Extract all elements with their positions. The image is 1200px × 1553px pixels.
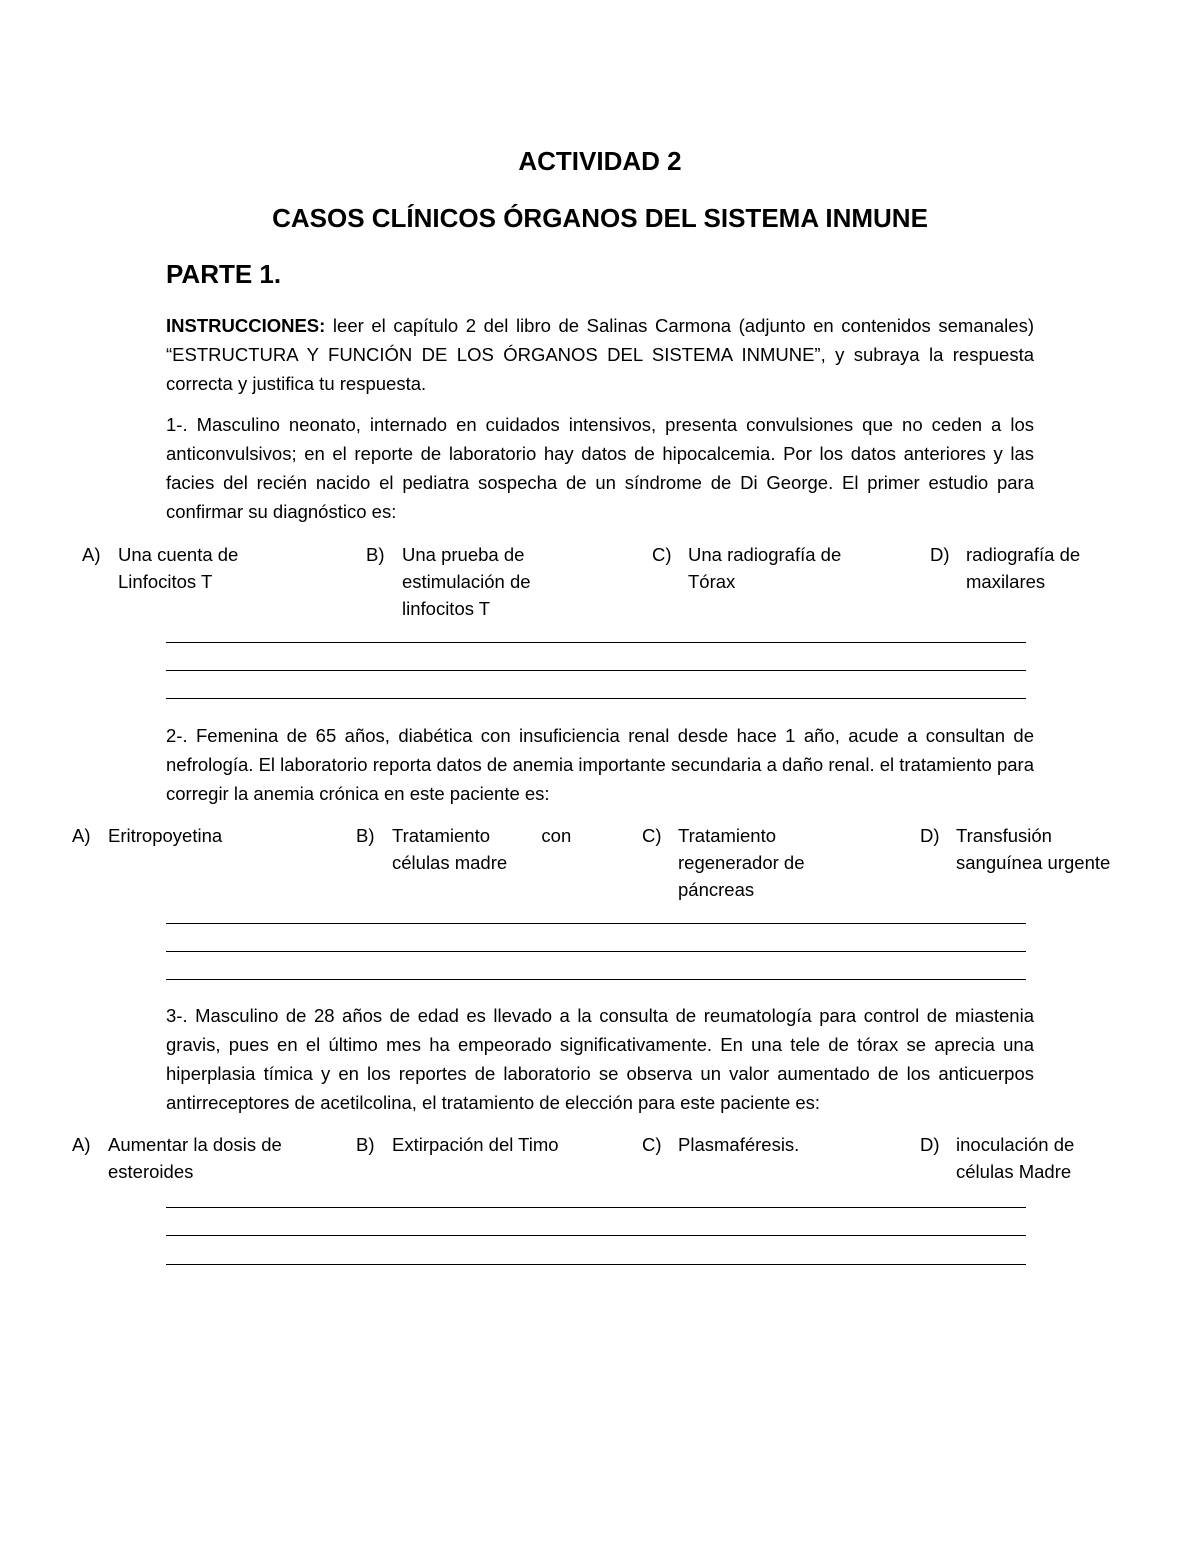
option-letter: C) [642,1134,662,1155]
option-text: Una prueba de estimulación de linfocitos T [402,544,531,619]
option-letter: C) [642,825,662,846]
question-1-text: 1-. Masculino neonato, internado en cuidados intensivos, presenta convulsiones que no ceden a los anticonvulsivos; en el reporte de laboratorio hay datos de hipocalcemia. Por los datos anteriores y las facies del recién nacido el pediatra sospecha de un síndrome de Di George. El primer estudio para confirmar su diagnóstico es: [166,414,1034,522]
question-3-text: 3-. Masculino de 28 años de edad es llevado a la consulta de reumatología para control de miastenia gravis, pues en el último mes ha empeorado significativamente. En una tele de tórax se aprecia una hiperplasia tímica y en los reportes de laboratorio se observa un valor aumentado de los anticuerpos antirreceptores de acetilcolina, el tratamiento de elección para este paciente es: [166,1005,1034,1113]
answer-line[interactable] [166,979,1026,980]
option-text: Transfusión sanguínea urgente [956,825,1111,873]
option-letter: B) [366,544,385,565]
option-letter: C) [652,544,672,565]
option-letter: D) [930,544,950,565]
option-text: Una radiografía de Tórax [688,544,842,592]
option-text: Aumentar la dosis de esteroides [108,1134,282,1182]
option-text: Tratamiento regenerador de páncreas [678,825,805,900]
option-letter: A) [72,825,91,846]
question-2-text: 2-. Femenina de 65 años, diabética con insuficiencia renal desde hace 1 año, acude a consultan de nefrología. El laboratorio reporta datos de anemia importante secundaria a daño renal. el tratamiento para corregir la anemia crónica en este paciente es: [166,725,1034,804]
instructions-text: leer el capítulo 2 del libro de Salinas Carmona (adjunto en contenidos semanales) “ESTRUCTURA Y FUNCIÓN DE LOS ÓRGANOS DEL SISTEMA INMUNE”, y subraya la respuesta correcta y justifica tu respuesta. [166,315,1034,394]
answer-line[interactable] [166,1264,1026,1265]
option-letter: A) [72,1134,91,1155]
answer-line[interactable] [166,670,1026,671]
option-text: Una cuenta de Linfocitos T [118,544,239,592]
option-text: inoculación de células Madre [956,1134,1075,1182]
answer-line[interactable] [166,951,1026,952]
option-text: Tratamiento con células madre [392,825,572,873]
option-letter: D) [920,1134,940,1155]
option-letter: B) [356,1134,375,1155]
instructions-paragraph [166,311,1034,398]
option-text: Extirpación del Timo [392,1134,559,1155]
answer-line[interactable] [166,698,1026,699]
option-letter: B) [356,825,375,846]
instructions-label: INSTRUCCIONES: [166,315,326,336]
option-letter: D) [920,825,940,846]
option-text: Plasmaféresis. [678,1134,800,1155]
part-heading: PARTE 1. [166,259,282,289]
answer-line[interactable] [166,642,1026,643]
answer-line[interactable] [166,923,1026,924]
document-subtitle: CASOS CLÍNICOS ÓRGANOS DEL SISTEMA INMUNE [272,203,928,233]
option-text: radiografía de maxilares [966,544,1081,592]
option-letter: A) [82,544,101,565]
answer-line[interactable] [166,1235,1026,1236]
document-title: ACTIVIDAD 2 [518,146,682,176]
answer-line[interactable] [166,1207,1026,1208]
option-text: Eritropoyetina [108,825,223,846]
